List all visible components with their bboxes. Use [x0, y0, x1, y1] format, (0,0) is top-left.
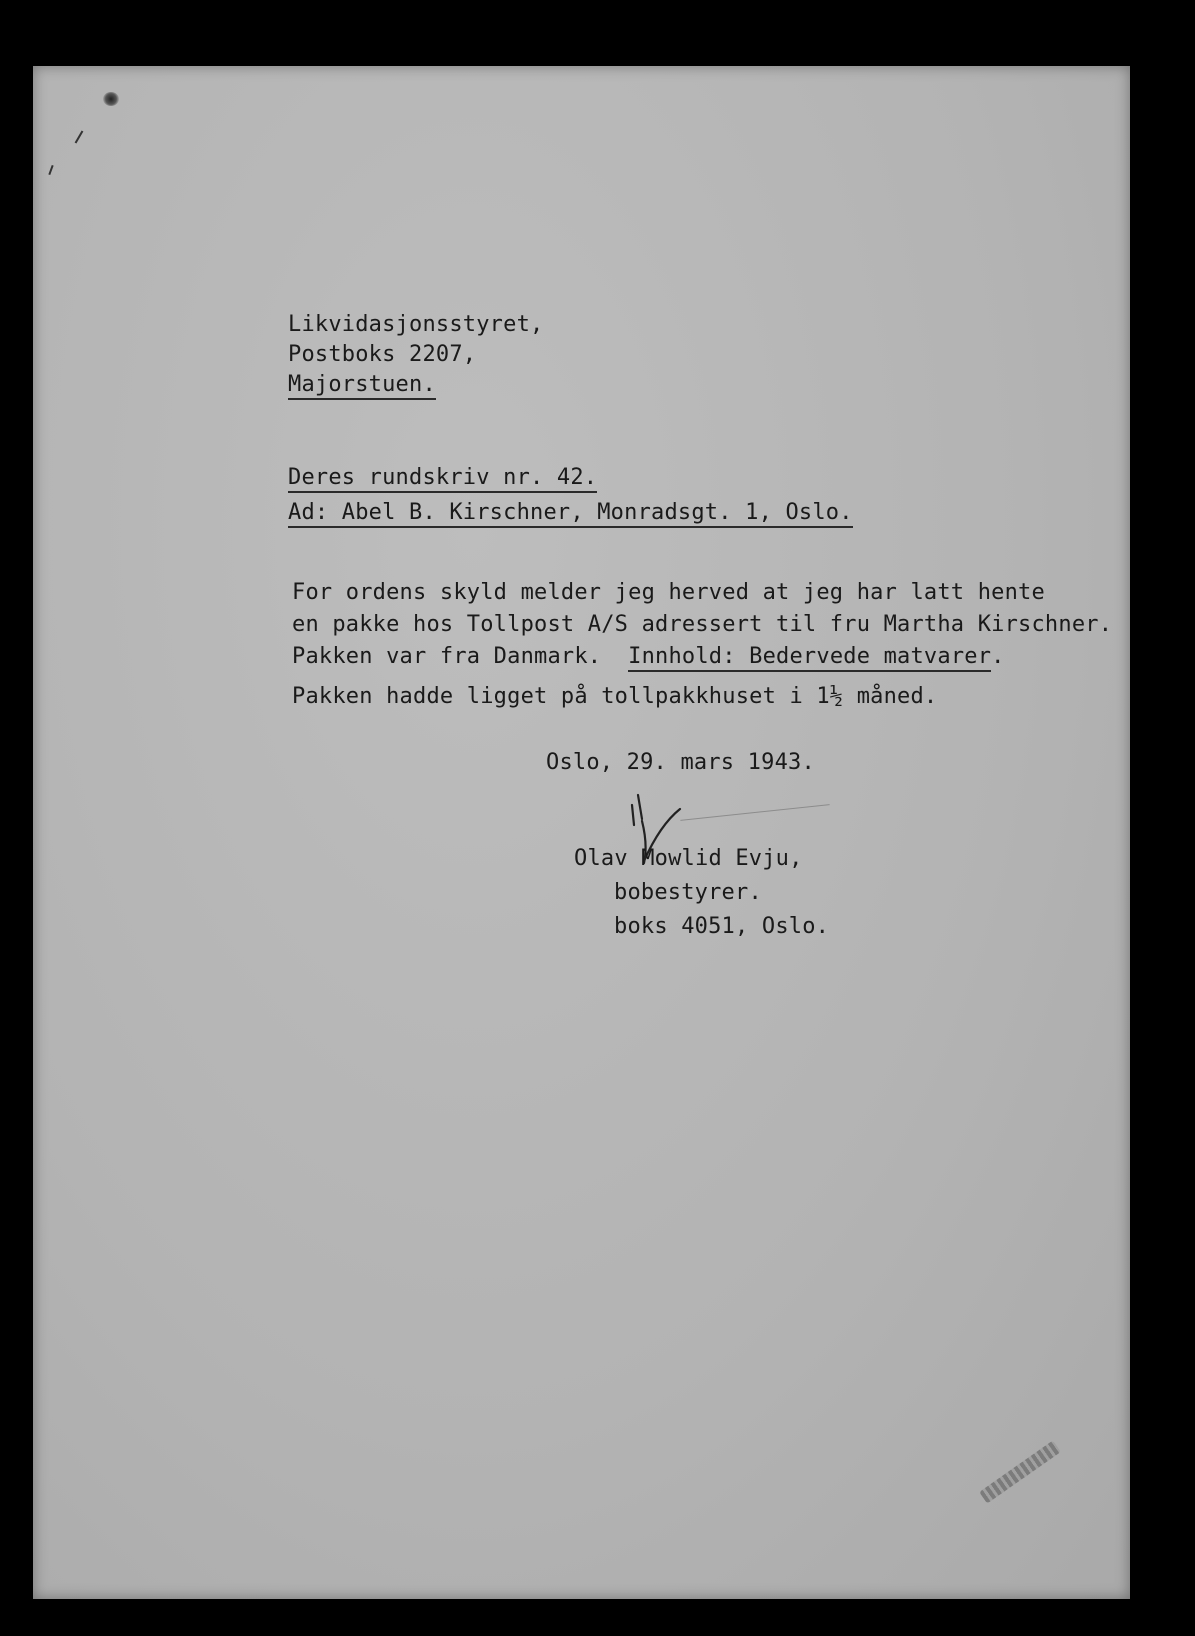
- body-line-1: For ordens skyld melder jeg herved at jeg har latt hente: [292, 580, 1045, 605]
- address-line-3: [288, 372, 436, 397]
- body-line-3: [292, 644, 1005, 669]
- address-line-2: Postboks 2207,: [288, 342, 477, 367]
- signatory-title: bobestyrer.: [614, 880, 762, 905]
- date-line: Oslo, 29. mars 1943.: [546, 750, 815, 775]
- body-line-2: en pakke hos Tollpost A/S adressert til fru Martha Kirschner.: [292, 612, 1113, 637]
- ink-blot-mark: [103, 92, 119, 106]
- signatory-name: Olav Mowlid Evju,: [574, 846, 803, 871]
- document-page: [33, 66, 1130, 1599]
- address-line-3-text: Majorstuen.: [288, 372, 436, 400]
- body-line-3-part-c: .: [991, 644, 1005, 669]
- reference-line-1: [288, 465, 597, 490]
- reference-line-2-text: Ad: Abel B. Kirschner, Monradsgt. 1, Oslo.: [288, 500, 853, 528]
- signatory-address: boks 4051, Oslo.: [614, 914, 830, 939]
- reference-line-2: [288, 500, 853, 525]
- reference-line-1-text: Deres rundskriv nr. 42.: [288, 465, 597, 493]
- body-line-3-part-a: Pakken var fra Danmark.: [292, 644, 629, 669]
- body-line-3-contents: Innhold: Bedervede matvarer: [628, 644, 991, 672]
- address-line-1: Likvidasjonsstyret,: [288, 312, 544, 337]
- body-line-4: Pakken hadde ligget på tollpakkhuset i 1½ måned.: [292, 684, 938, 709]
